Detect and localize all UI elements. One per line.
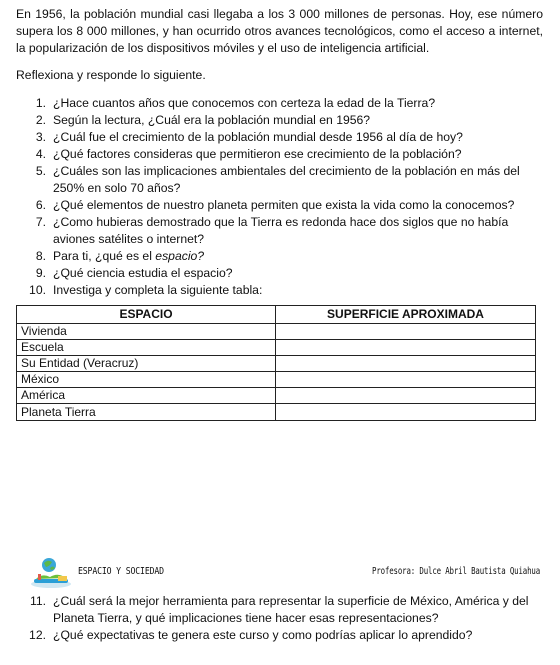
instructions: Reflexiona y responde lo siguiente. [16,68,206,82]
question-text: ¿Cuáles son las implicaciones ambientales del crecimiento de la población en más del 250% en solo 70 años? [53,164,520,195]
question-item [16,95,543,112]
answer-cell[interactable] [276,372,536,388]
answer-cell[interactable] [276,340,536,356]
question-number: 12. [29,628,46,642]
question-text: ¿Como hubieras demostrado que la Tierra es redonda hace dos siglos que no había aviones satélites o internet? [53,215,509,246]
question-number: 5. [35,164,46,178]
question-number: 3. [35,130,46,144]
row-label: México [17,372,276,388]
page-footer [30,555,540,591]
question-number: 2. [35,113,46,127]
question-text: Según la lectura, ¿Cuál era la población mundial en 1956? [53,113,371,127]
table-row [17,404,536,421]
question-item [16,163,543,197]
table-header-row [17,306,536,324]
answer-cell[interactable] [276,324,536,340]
row-label: Planeta Tierra [17,404,276,421]
answer-cell[interactable] [276,388,536,404]
question-text: Investiga y completa la siguiente tabla: [53,283,263,297]
question-number: 1. [35,96,46,110]
course-logo-icon [30,555,72,589]
question-text [53,248,543,265]
question-number: 11. [29,594,46,608]
question-item [16,593,543,627]
question-number: 10. [29,283,46,297]
question-text: ¿Cuál fue el crecimiento de la población mundial desde 1956 al día de hoy? [53,130,463,144]
question-text: ¿Qué factores consideras que permitieron ese crecimiento de la población? [53,147,462,161]
column-header-superficie: SUPERFICIE APROXIMADA [276,306,536,324]
row-label: Escuela [17,340,276,356]
question-text: ¿Qué elementos de nuestro planeta permiten que exista la vida como la conocemos? [53,198,515,212]
question-text-italic: espacio? [155,249,205,263]
surface-table [16,305,536,421]
row-label: América [17,388,276,404]
question-item [16,214,543,248]
intro-paragraph: En 1956, la población mundial casi llegaba a los 3 000 millones de personas. Hoy, ese número supera los 8 000 millones, y han ocurrido otros avances tecnológicos, como el acceso a internet, la popularización de los dispositivos móviles y el uso de inteligencia artificial. [16,7,543,55]
table-row [17,388,536,404]
question-list-continued [16,593,543,644]
question-text: ¿Qué ciencia estudia el espacio? [53,266,233,280]
question-item [16,129,543,146]
table-row [17,356,536,372]
row-label: Vivienda [17,324,276,340]
question-item [16,248,543,265]
question-number: 4. [35,147,46,161]
question-item [16,627,543,644]
question-text: ¿Hace cuantos años que conocemos con certeza la edad de la Tierra? [53,96,436,110]
question-text: ¿Qué expectativas te genera este curso y como podrías aplicar lo aprendido? [53,628,473,642]
question-number: 8. [35,249,46,263]
question-number: 9. [35,266,46,280]
column-header-espacio: ESPACIO [17,306,276,324]
table-row [17,340,536,356]
course-name: ESPACIO Y SOCIEDAD [78,566,164,577]
question-list [16,95,543,299]
row-label: Su Entidad (Veracruz) [17,356,276,372]
question-item [16,146,543,163]
question-item [16,265,543,282]
question-item [16,197,543,214]
question-text: ¿Cuál será la mejor herramienta para representar la superficie de México, América y del Planeta Tierra, y qué implicaciones tiene hacer esas representaciones? [53,594,529,625]
question-item [16,282,543,299]
question-number: 6. [35,198,46,212]
table-row [17,324,536,340]
question-item [16,112,543,129]
question-text-main: Para ti, ¿qué es el [53,249,156,263]
teacher-name: Profesora: Dulce Abril Bautista Quiahua [372,566,540,577]
answer-cell[interactable] [276,356,536,372]
question-number: 7. [35,215,46,229]
table-row [17,372,536,388]
answer-cell[interactable] [276,404,536,421]
